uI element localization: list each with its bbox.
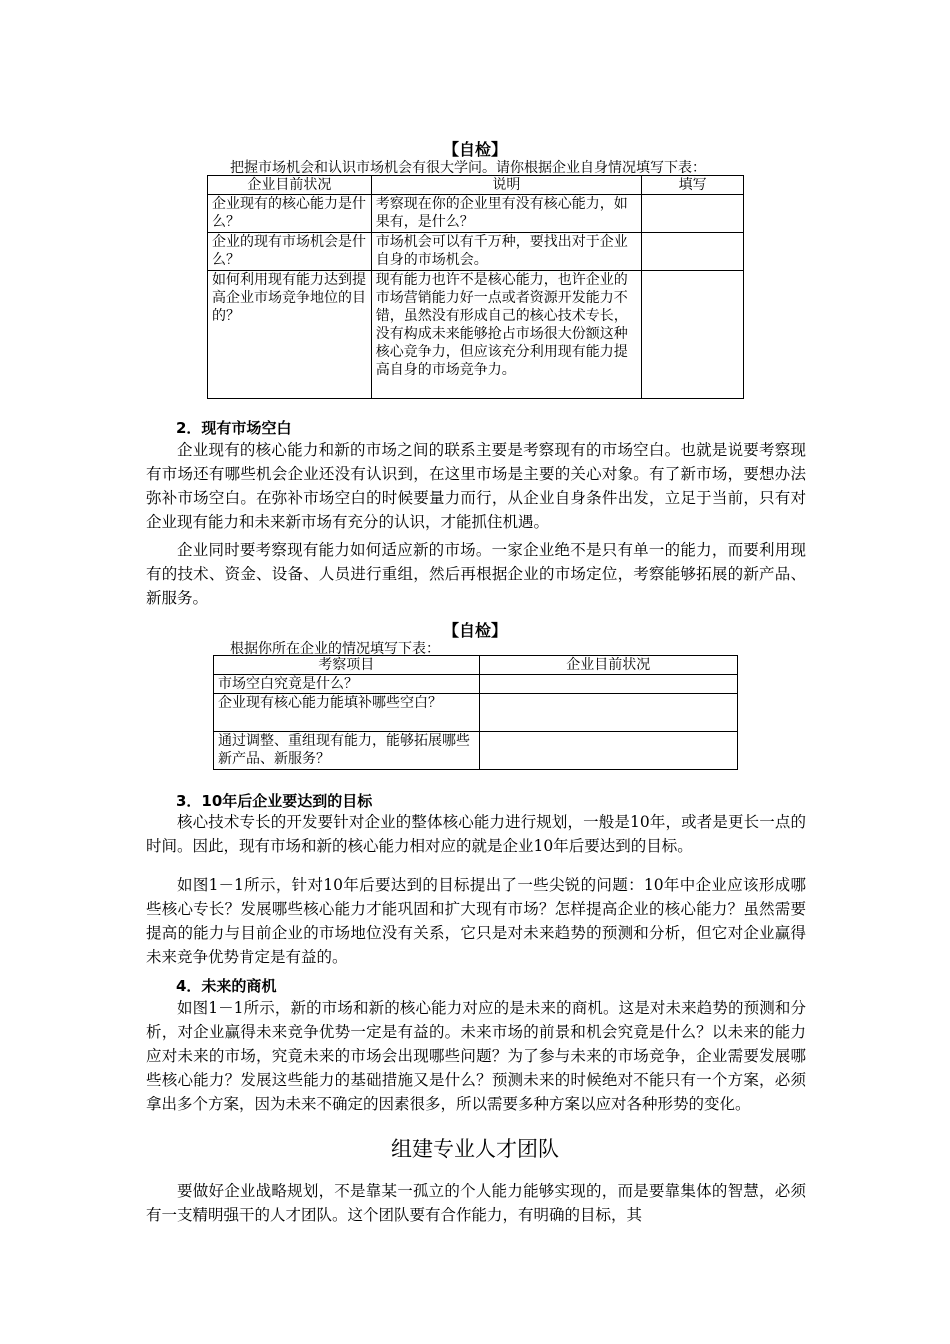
check2-header-row [214,656,738,675]
check1-title: 【自检】 [442,140,507,159]
section2-title: 2．现有市场空白 [176,419,292,437]
row-fill-cell[interactable] [642,233,744,271]
row-item: 通过调整、重组现有能力，能够拓展哪些新产品、新服务？ [214,732,480,770]
check2-header-item: 考察项目 [214,656,480,675]
row-status: 如何利用现有能力达到提高企业市场竞争地位的目的？ [208,271,372,399]
table-row [214,694,738,732]
row-item: 企业现有核心能力能填补哪些空白？ [214,694,480,732]
section3-title: 3．10年后企业要达到的目标 [176,792,373,810]
table-row [208,271,744,399]
row-status: 企业的现有市场机会是什么？ [208,233,372,271]
check2-table [213,655,738,770]
row-fill-cell[interactable] [642,195,744,233]
table-row [208,195,744,233]
section4-title: 4．未来的商机 [176,977,277,995]
check1-header-note: 说明 [371,176,641,195]
table-row [208,233,744,271]
section2-paragraph-1: 企业现有的核心能力和新的市场之间的联系主要是考察现有的市场空白。也就是说要考察现有市场还有哪些机会企业还没有认识到，在这里市场是主要的关心对象。有了新市场，要想办法弥补市场空白。在弥补市场空白的时候要量力而行，从企业自身条件出发，立足于当前，只有对企业现有能力和未来新市场有充分的认识，才能抓住机遇。 [146,441,806,531]
table-row [214,675,738,694]
check2-title: 【自检】 [442,621,507,640]
row-status-cell[interactable] [479,694,738,732]
section3-paragraph-1: 核心技术专长的开发要针对企业的整体核心能力进行规划，一般是10年，或者是更长一点的时间。因此，现有市场和新的核心能力相对应的就是企业10年后要达到的目标。 [146,813,806,855]
check1-header-status: 企业目前状况 [208,176,372,195]
row-status-cell[interactable] [479,732,738,770]
section4-paragraph-1: 如图1－1所示，新的市场和新的核心能力对应的是未来的商机。这是对未来趋势的预测和分析，对企业赢得未来竞争优势一定是有益的。未来市场的前景和机会究竟是什么？以未来的能力应对未来的市场，究竟未来的市场会出现哪些问题？为了参与未来的市场竞争，企业需要发展哪些核心能力？发展这些能力的基础措施又是什么？预测未来的时候绝对不能只有一个方案，必须拿出多个方案，因为未来不确定的因素很多，所以需要多种方案以应对各种形势的变化。 [146,999,806,1113]
row-note: 考察现在你的企业里有没有核心能力，如果有，是什么？ [371,195,641,233]
table-row [214,732,738,770]
chapter-title: 组建专业人才团队 [391,1137,559,1161]
check1-intro: 把握市场机会和认识市场机会有很大学问。请你根据企业自身情况填写下表： [230,160,706,176]
row-note: 现有能力也许不是核心能力，也许企业的市场营销能力好一点或者资源开发能力不错，虽然没有形成自己的核心技术专长，没有构成未来能够抢占市场很大份额这种核心竞争力，但应该充分利用现有能力提高自身的市场竞争力。 [371,271,641,399]
check1-header-row [208,176,744,195]
chapter-paragraph-1: 要做好企业战略规划，不是靠某一孤立的个人能力能够实现的，而是要靠集体的智慧，必须有一支精明强干的人才团队。这个团队要有合作能力，有明确的目标，其 [146,1182,806,1224]
check2-intro: 根据你所在企业的情况填写下表： [230,641,440,657]
row-status-cell[interactable] [479,675,738,694]
row-note: 市场机会可以有千万种，要找出对于企业自身的市场机会。 [371,233,641,271]
row-status: 企业现有的核心能力是什么？ [208,195,372,233]
row-item: 市场空白究竟是什么？ [214,675,480,694]
section2-paragraph-2: 企业同时要考察现有能力如何适应新的市场。一家企业绝不是只有单一的能力，而要利用现有的技术、资金、设备、人员进行重组，然后再根据企业的市场定位，考察能够拓展的新产品、新服务。 [146,541,806,607]
check1-header-fill: 填写 [642,176,744,195]
section3-paragraph-2: 如图1－1所示，针对10年后要达到的目标提出了一些尖锐的问题：10年中企业应该形成哪些核心专长？发展哪些核心能力才能巩固和扩大现有市场？怎样提高企业的核心能力？虽然需要提高的能力与目前企业的市场地位没有关系，它只是对未来趋势的预测和分析，但它对企业赢得未来竞争优势肯定是有益的。 [146,876,806,966]
check2-header-status: 企业目前状况 [479,656,738,675]
row-fill-cell[interactable] [642,271,744,399]
check1-table [207,175,744,399]
